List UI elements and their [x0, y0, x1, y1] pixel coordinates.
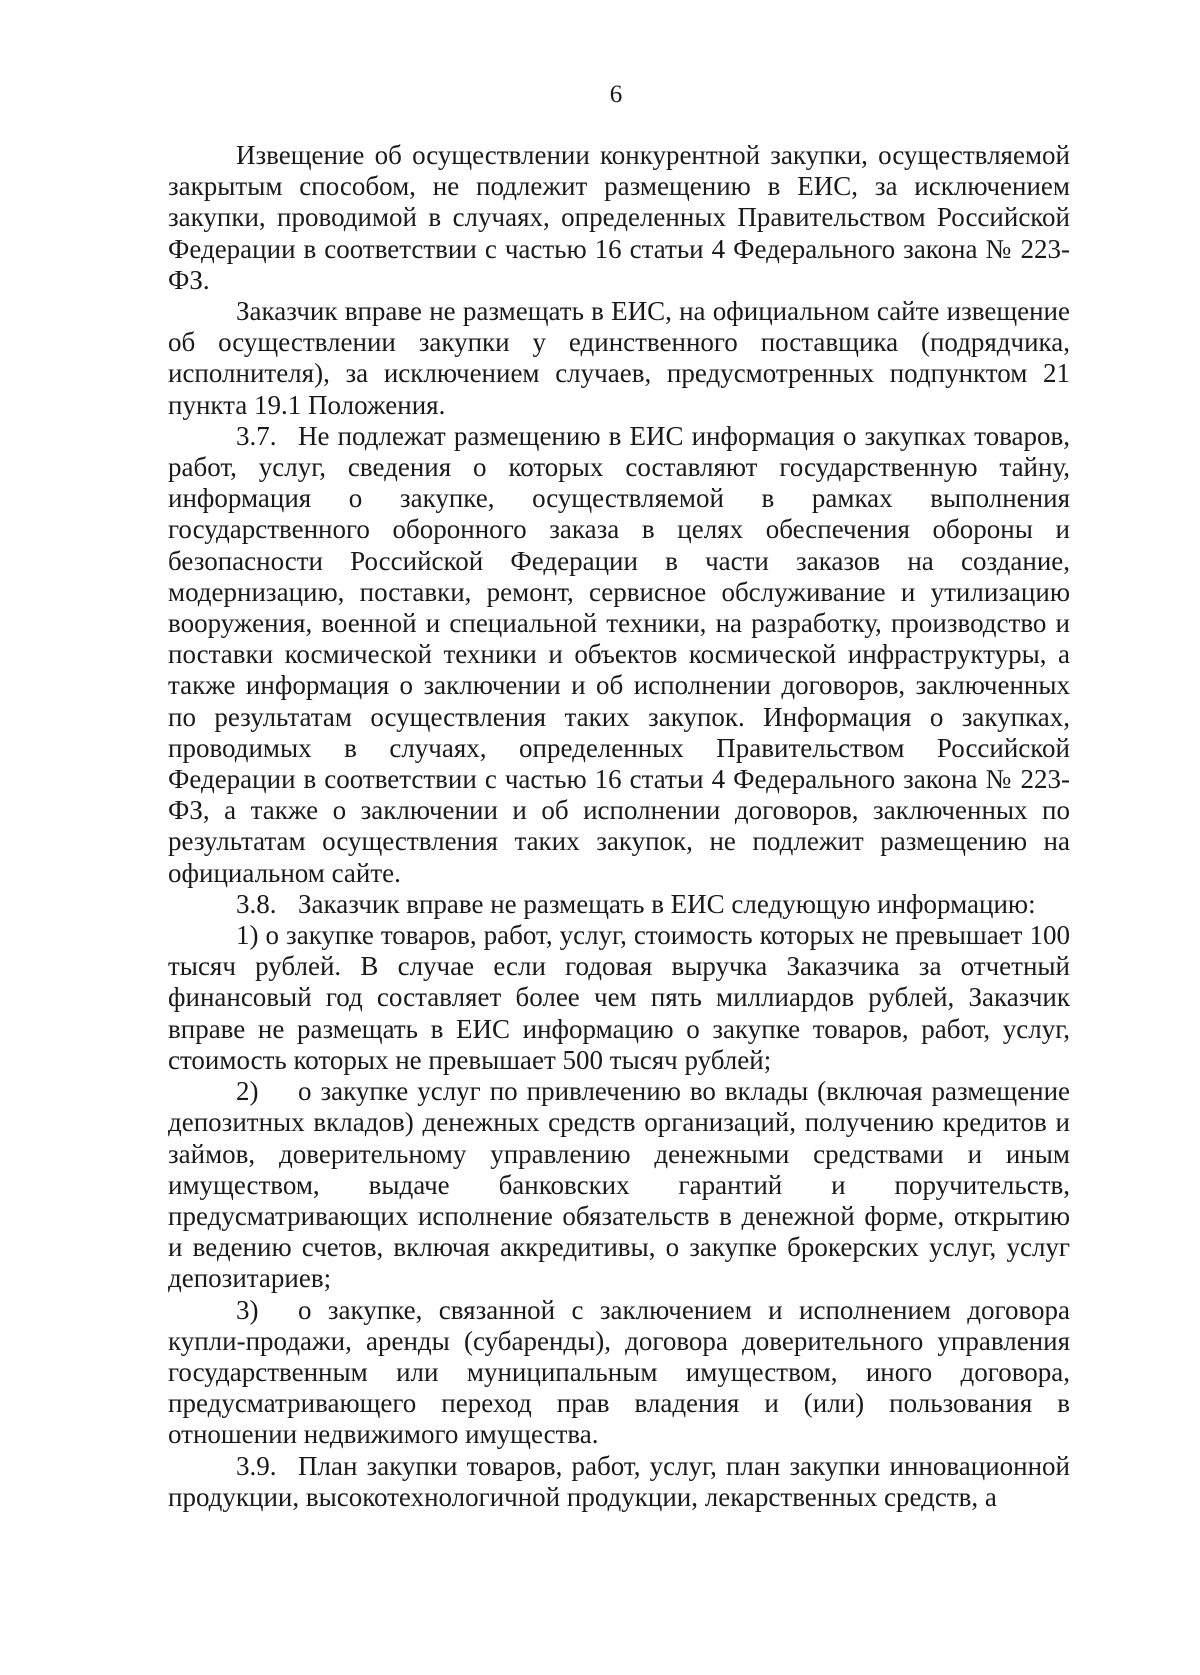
list-item-number: 3) — [236, 1294, 259, 1325]
clause-text: Заказчик вправе не размещать в ЕИС следующую информацию: — [298, 888, 1036, 919]
paragraph-text: Заказчик вправе не размещать в ЕИС, на официальном сайте извещение об осуществлении закупки у единственного поставщика (подрядчика, исполнителя), за исключением случаев, предусмотренных подпунктом 21 пункта 19.1 Положения. — [168, 296, 1070, 420]
clause-3-7 — [168, 421, 1070, 889]
clause-number: 3.9. — [236, 1450, 277, 1481]
list-item-1 — [168, 920, 1070, 1076]
paragraph-single-supplier-notice — [168, 296, 1070, 421]
list-item-text: о закупке услуг по привлечению во вклады (включая размещение депозитных вкладов) денежных средств организаций, получению кредитов и займов, доверительному управлению денежными средствами и иным имуществом, выдаче банковских гарантий и поручительств, предусматривающих исполнение обязательств в денежной форме, открытию и ведению счетов, включая аккредитивы, о закупке брокерских услуг, услуг депозитариев; — [168, 1076, 1070, 1294]
clause-number: 3.8. — [236, 888, 277, 919]
clause-3-8 — [168, 889, 1070, 920]
clause-number: 3.7. — [236, 420, 277, 451]
document-body — [168, 140, 1070, 1513]
clause-text: План закупки товаров, работ, услуг, план закупки инновационной продукции, высокотехнологичной продукции, лекарственных средств, а — [168, 1450, 1070, 1512]
list-item-3 — [168, 1295, 1070, 1451]
paragraph-closed-procurement-notice — [168, 140, 1070, 296]
page-number: 6 — [609, 81, 623, 108]
list-item-text: о закупке, связанной с заключением и исполнением договора купли-продажи, аренды (субаренды), договора доверительного управления государственным или муниципальным имуществом, иного договора, предусматривающего переход прав владения и (или) пользования в отношении недвижимого имущества. — [168, 1294, 1070, 1450]
clause-text: Не подлежат размещению в ЕИС информация о закупках товаров, работ, услуг, сведения о которых составляют государственную тайну, информация о закупке, осуществляемой в рамках выполнения государственного оборонного заказа в целях обеспечения обороны и безопасности Российской Федерации в части заказов на создание, модернизацию, поставки, ремонт, сервисное обслуживание и утилизацию вооружения, военной и специальной техники, на разработку, производство и поставки космической техники и объектов космической инфраструктуры, а также информация о заключении и об исполнении договоров, заключенных по результатам осуществления таких закупок. Информация о закупках, проводимых в случаях, определенных Правительством Российской Федерации в соответствии с частью 16 статьи 4 Федерального закона № 223- ФЗ, а также о заключении и об исполнении договоров, заключенных по результатам осуществления таких закупок, не подлежит размещению на официальном сайте. — [168, 420, 1070, 888]
list-item-2 — [168, 1076, 1070, 1294]
paragraph-text: Извещение об осуществлении конкурентной закупки, осуществляемой закрытым способом, не подлежит размещению в ЕИС, за исключением закупки, проводимой в случаях, определенных Правительством Российской Федерации в соответствии с частью 16 статьи 4 Федерального закона № 223- ФЗ. — [168, 140, 1070, 295]
list-item-number: 2) — [236, 1076, 259, 1107]
list-item-text: 1) о закупке товаров, работ, услуг, стоимость которых не превышает 100 тысяч рублей. В случае если годовая выручка Заказчика за отчетный финансовый год составляет более чем пять миллиардов рублей, Заказчик вправе не размещать в ЕИС информацию о закупке товаров, работ, услуг, стоимость которых не превышает 500 тысяч рублей; — [168, 920, 1070, 1075]
clause-3-9 — [168, 1451, 1070, 1513]
